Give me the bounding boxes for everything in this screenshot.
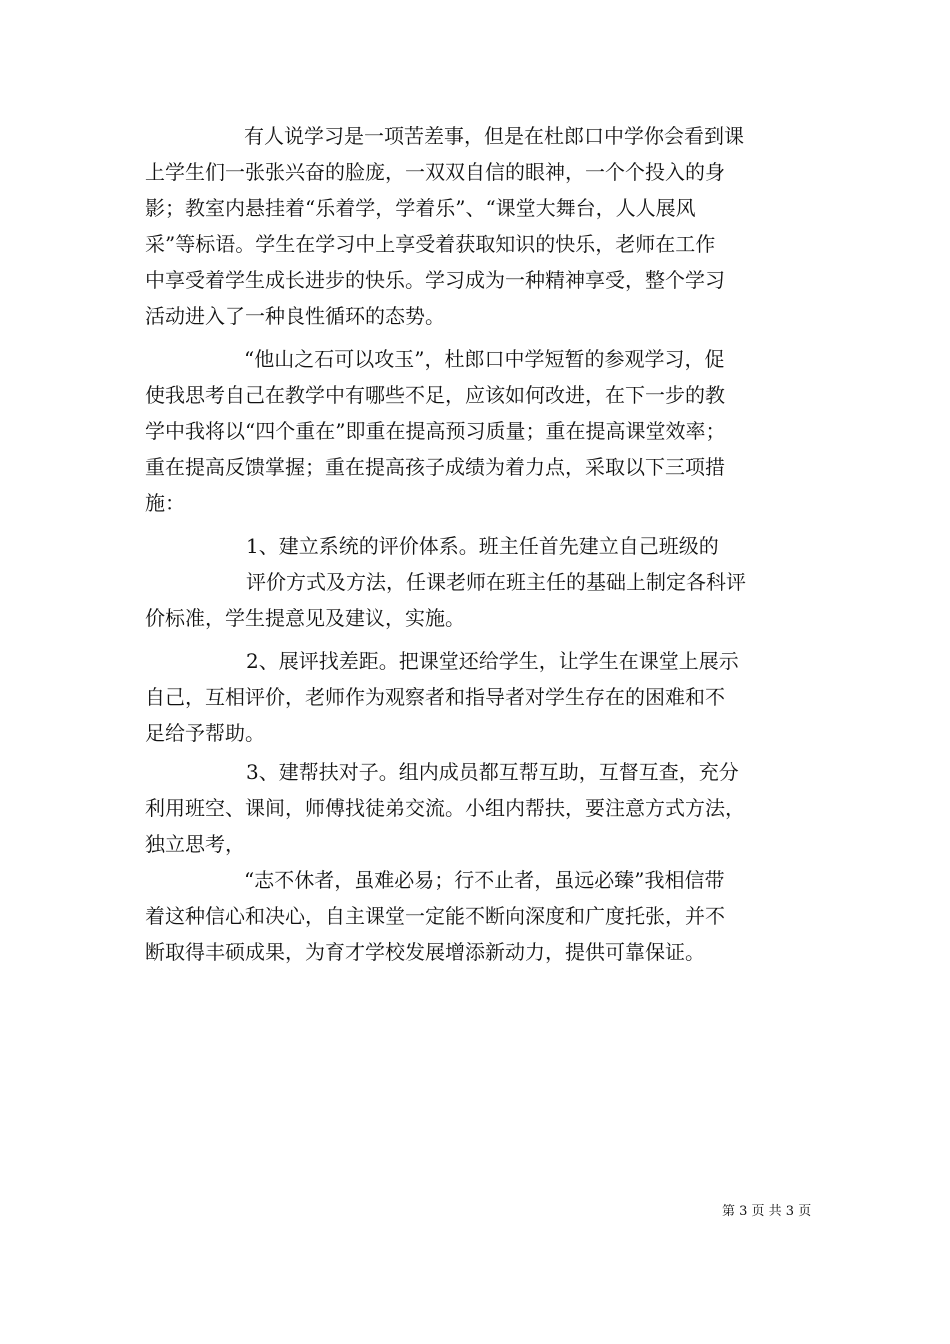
text-line: 有人说学习是一项苦差事，但是在杜郎口中学你会看到课 [244, 124, 744, 148]
text-line: 上学生们一张张兴奋的脸庞，一双双自信的眼神，一个个投入的身 [145, 160, 725, 184]
text-line: “志不休者，虽难必易；行不止者，虽远必臻”我相信带 [244, 868, 725, 892]
text-line: 重在提高反馈掌握；重在提高孩子成绩为着力点，采取以下三项措 [145, 455, 725, 479]
text-line: 利用班空、课间，师傅找徒弟交流。小组内帮扶，要注意方式方法， [145, 796, 745, 820]
text-line: 评价方式及方法，任课老师在班主任的基础上制定各科评 [246, 570, 746, 594]
text-line: 断取得丰硕成果，为育才学校发展增添新动力，提供可靠保证。 [145, 940, 705, 964]
text-line: 学中我将以“四个重在”即重在提高预习质量；重在提高课堂效率； [145, 419, 726, 443]
text-line: 自己，互相评价，老师作为观察者和指导者对学生存在的困难和不 [145, 685, 725, 709]
text-line: “他山之石可以攻玉”，杜郎口中学短暂的参观学习，促 [244, 347, 725, 371]
text-line: 独立思考， [145, 832, 245, 856]
text-line: 中享受着学生成长进步的快乐。学习成为一种精神享受，整个学习 [145, 268, 725, 292]
text-line: 3、建帮扶对子。组内成员都互帮互助，互督互查，充分 [246, 760, 739, 784]
text-line: 着这种信心和决心，自主课堂一定能不断向深度和广度托张，并不 [145, 904, 725, 928]
text-line: 活动进入了一种良性循环的态势。 [145, 304, 445, 328]
text-line: 足给予帮助。 [145, 721, 265, 745]
text-line: 价标准，学生提意见及建议，实施。 [145, 606, 465, 630]
text-line: 使我思考自己在教学中有哪些不足，应该如何改进，在下一步的教 [145, 383, 725, 407]
text-line: 2、展评找差距。把课堂还给学生，让学生在课堂上展示 [246, 649, 739, 673]
text-line: 施： [145, 491, 185, 515]
text-line: 影；教室内悬挂着“乐着学，学着乐”、“课堂大舞台，人人展风 [145, 196, 696, 220]
text-line: 采”等标语。学生在学习中上享受着获取知识的快乐，老师在工作 [145, 232, 716, 256]
text-line: 1、建立系统的评价体系。班主任首先建立自己班级的 [246, 534, 719, 558]
page-number-footer: 第 3 页 共 3 页 [722, 1204, 812, 1219]
